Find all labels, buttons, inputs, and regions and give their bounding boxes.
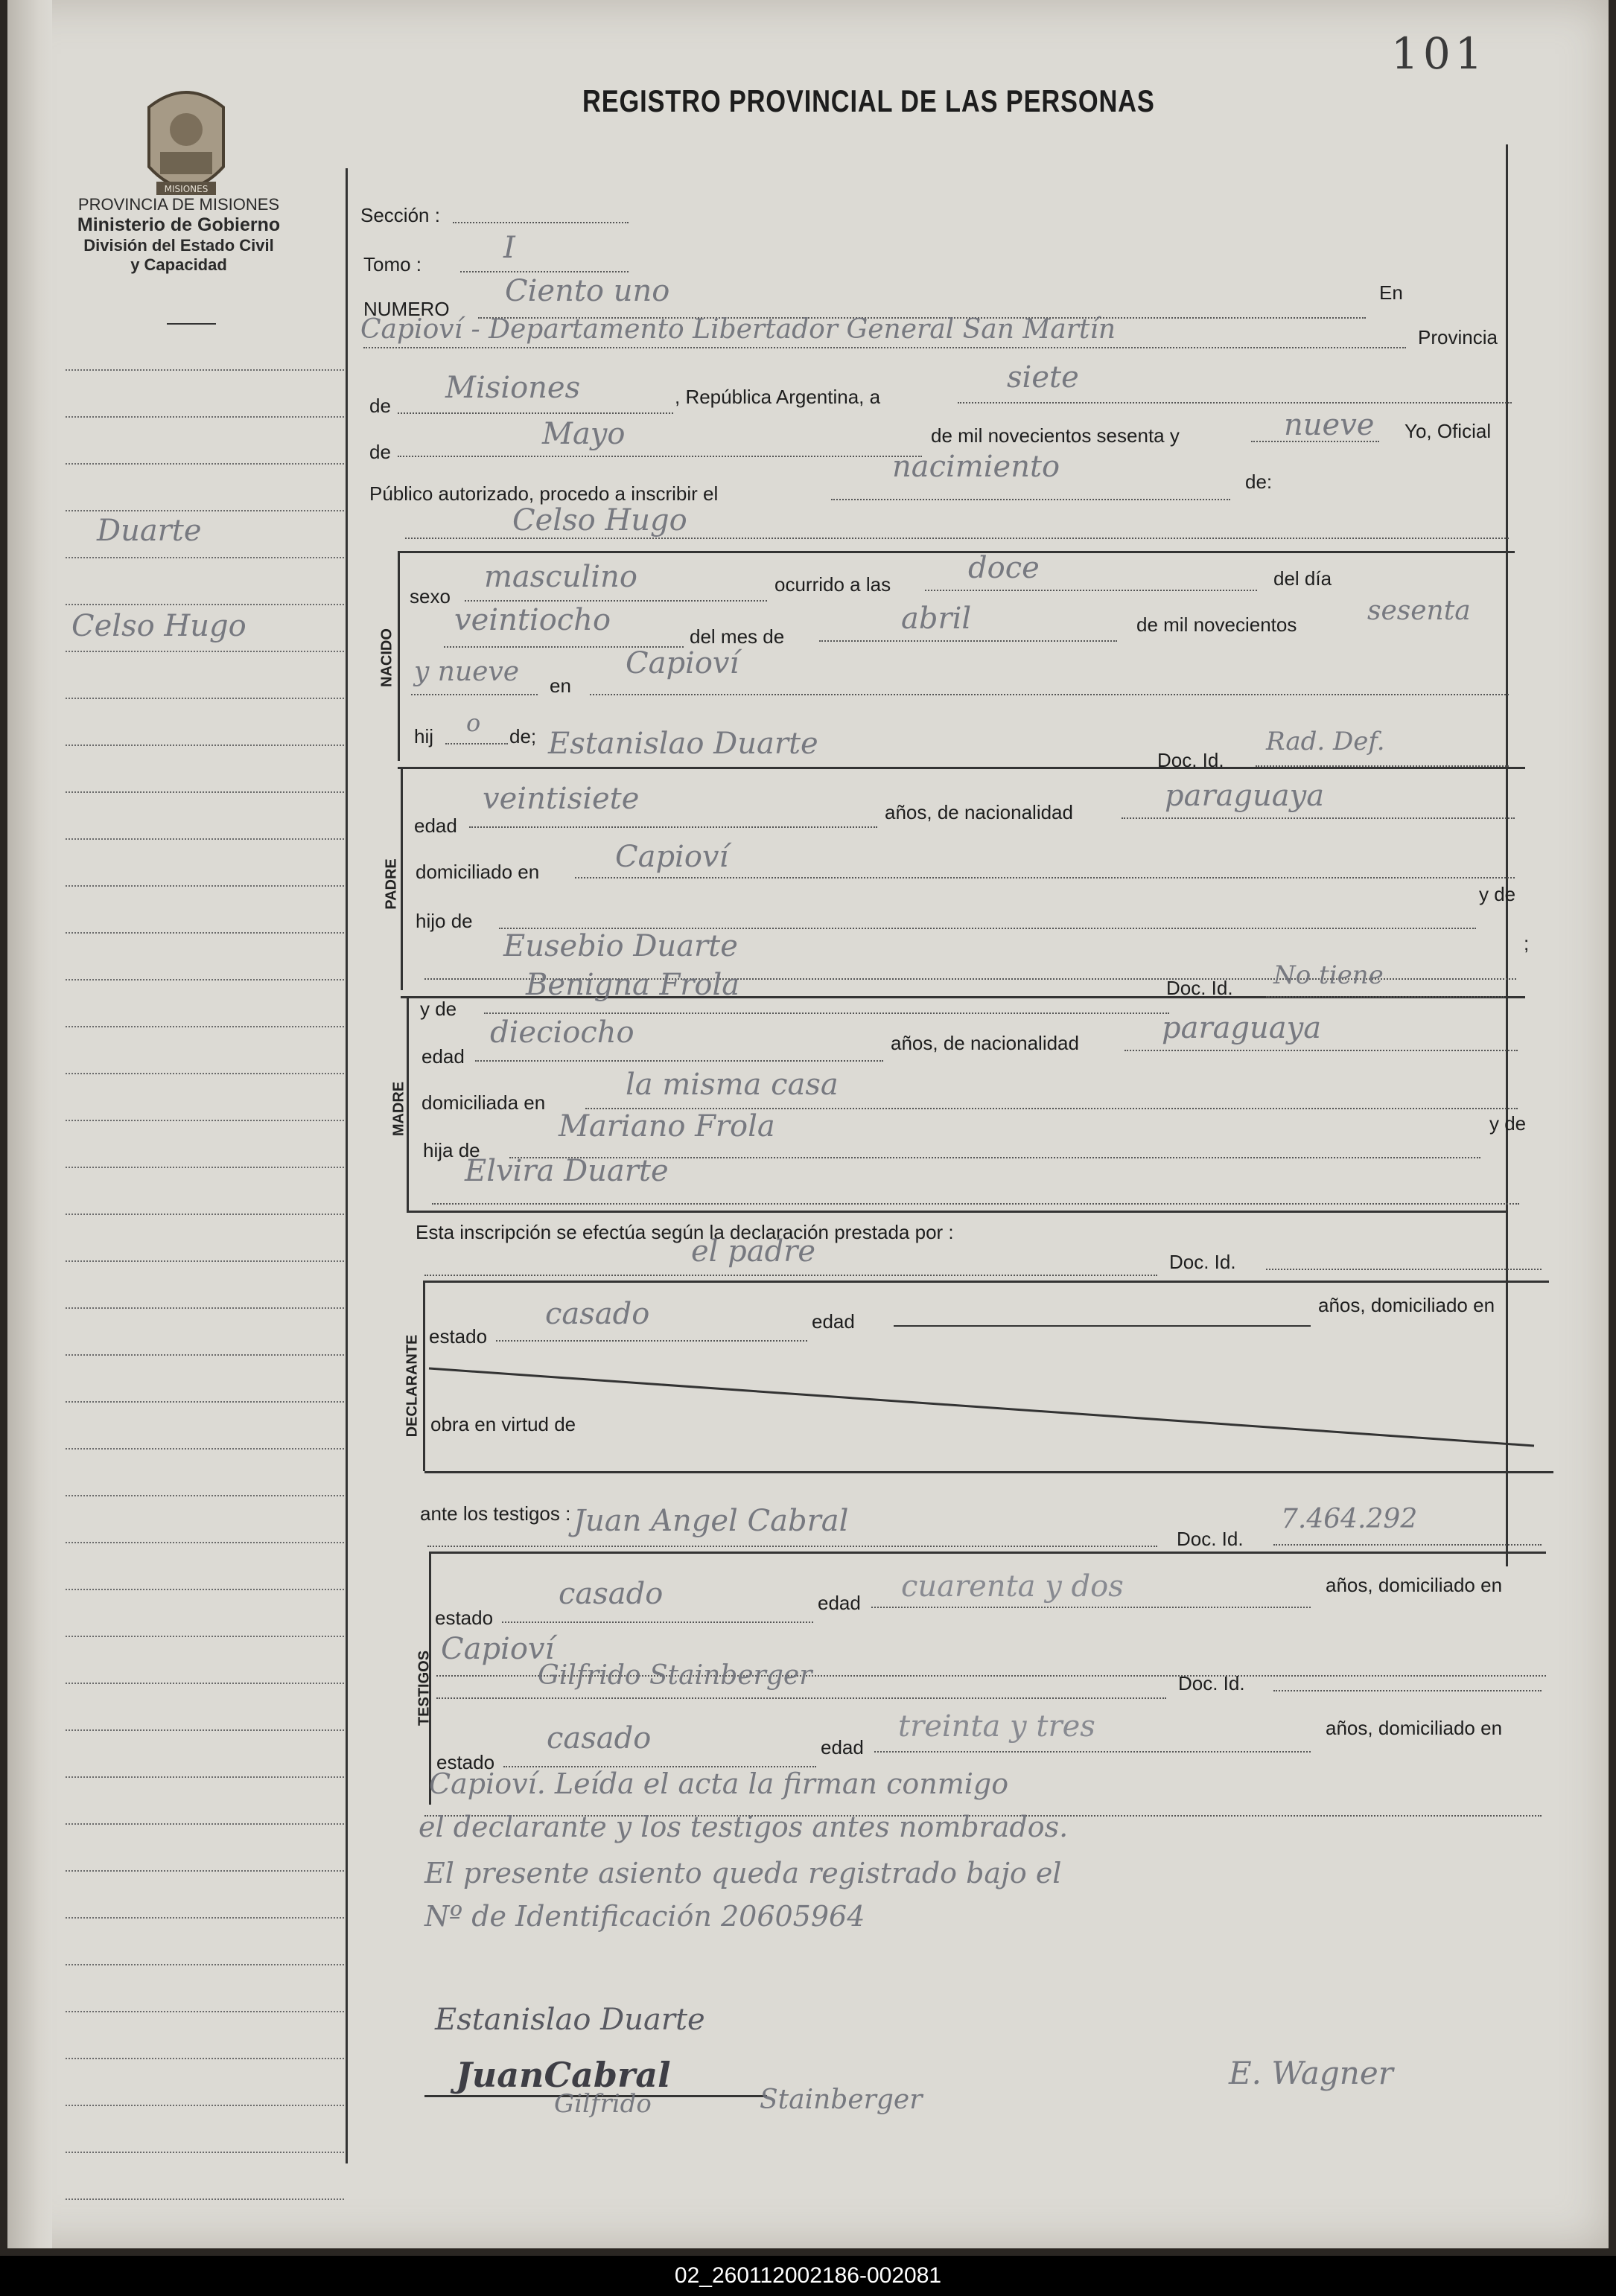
margin-line (66, 1026, 344, 1027)
note-line2: el declarante y los testigos antes nombrados. (419, 1811, 1069, 1843)
hora-label: ocurrido a las (774, 573, 891, 596)
republica-label: , República Argentina, a (675, 386, 881, 408)
declarante-estado-field (496, 1340, 807, 1342)
hora-field (925, 590, 1257, 591)
padre-semicolon: ; (1524, 932, 1530, 954)
sexo-field (465, 600, 767, 602)
margin-line (66, 1823, 344, 1825)
province-field (398, 412, 673, 414)
margin-line (66, 604, 344, 605)
nacido-section-label: NACIDO (378, 628, 395, 687)
nacido-top-line (398, 551, 1515, 553)
mes-field (819, 640, 1117, 642)
seal-text: MISIONES (164, 184, 209, 194)
t1-edad-label: edad (818, 1592, 861, 1614)
margin-line (66, 1307, 344, 1309)
seccion-label: Sección : (360, 204, 440, 226)
madre-yde2-label: y de (1489, 1112, 1527, 1135)
document-title: REGISTRO PROVINCIAL DE LAS PERSONAS (582, 83, 1155, 118)
document-page (7, 0, 1609, 2248)
de2-label: de (369, 441, 391, 463)
t1-name-value: Juan Angel Cabral (573, 1504, 849, 1538)
madre-dom-value: la misma casa (626, 1068, 839, 1102)
margin-line (66, 463, 344, 465)
declarante-cancel-line (424, 1362, 1542, 1452)
declarante-obra-label: obra en virtud de (430, 1413, 576, 1435)
act-value: nacimiento (892, 450, 1060, 484)
declarante-edad-line (894, 1325, 1311, 1327)
margin-line (66, 979, 344, 980)
declarante-edad-label: edad (812, 1310, 855, 1333)
margin-line (66, 1167, 344, 1168)
margin-line (66, 1214, 344, 1215)
sexo-value: masculino (484, 560, 637, 594)
declarante-dom-label: años, domiciliado en (1318, 1294, 1495, 1316)
month-value: Mayo (542, 417, 626, 451)
hij-label: hij (414, 725, 434, 747)
tomo-label: Tomo : (363, 253, 422, 275)
padre-edad-value: veintisiete (483, 782, 640, 816)
main-right-rule (1506, 144, 1508, 1566)
padre-doc-label: Doc. Id. (1157, 749, 1224, 771)
t1-estado-label: estado (435, 1607, 494, 1629)
en-label: En (1379, 281, 1403, 304)
margin-line (66, 885, 344, 887)
nacido-en-label: en (550, 675, 571, 697)
footer-id: 02_260112002186-002081 (0, 2256, 1616, 2296)
declaracion-intro: Esta inscripción se efectúa según la declaración prestada por : (416, 1221, 954, 1243)
sexo-label: sexo (410, 585, 451, 608)
declarante-top-line (424, 1281, 1549, 1283)
madre-edad-value: dieciocho (490, 1015, 634, 1050)
hora-value: doce (968, 551, 1040, 585)
anio-label: de mil novecientos (1136, 613, 1297, 636)
declarante-estado-value: casado (545, 1297, 650, 1331)
provincia-label: Provincia (1418, 326, 1498, 348)
t1-doc-field (1273, 1544, 1542, 1546)
margin-line (66, 651, 344, 652)
margin-line (66, 1401, 344, 1403)
margin-line (66, 416, 344, 418)
margin-line (66, 1073, 344, 1074)
declarante-section-label: DECLARANTE (404, 1334, 421, 1438)
hij-de-label: de; (509, 725, 537, 747)
margin-line (66, 1964, 344, 1965)
margin-line (66, 1495, 344, 1496)
tomo-field (460, 271, 629, 272)
madre-hija-label: hija de (423, 1139, 480, 1161)
anio-value1: sesenta (1367, 596, 1471, 626)
margin-line (66, 1636, 344, 1637)
binding-edge (7, 0, 52, 2248)
nacido-rule (398, 551, 400, 761)
madre-parent1-value: Mariano Frola (559, 1109, 775, 1144)
year-value: nueve (1284, 408, 1375, 442)
madre-bottom-line (407, 1211, 1506, 1213)
page-number: 101 (1391, 28, 1487, 79)
t1-edad-field (871, 1607, 1311, 1608)
margin-line (66, 744, 344, 746)
day-value: siete (1007, 360, 1079, 395)
oficial-label: Yo, Oficial (1405, 420, 1492, 442)
madre-name-value: Benigna Frola (526, 968, 740, 1002)
margin-line (66, 510, 344, 511)
signature-declarante: Estanislao Duarte (435, 2003, 705, 2037)
t2-name-value: Gilfrido Stainberger (538, 1660, 812, 1691)
t1-edad-value: cuarenta y dos (901, 1569, 1124, 1604)
padre-section-label: PADRE (383, 858, 400, 910)
margin-line (66, 1776, 344, 1778)
nacido-en-field (590, 694, 1509, 695)
signature-witness1: JuanCabral (456, 2055, 671, 2095)
madre-name-field (484, 1013, 1169, 1014)
nacido-name-field (405, 538, 1509, 539)
tomo-value: I (503, 231, 515, 265)
madre-nac-label: años, de nacionalidad (891, 1032, 1079, 1054)
padre-yde-label: y de (1479, 883, 1516, 905)
anio-field2 (411, 694, 538, 695)
padre-doc-value: Rad. Def. (1266, 727, 1385, 756)
t1-doc-value: 7.464.292 (1281, 1504, 1418, 1534)
margin-line (66, 369, 344, 371)
margin-line (66, 1917, 344, 1919)
hij-value: o (466, 709, 481, 737)
padre-nac-field (1122, 817, 1515, 819)
declarante-bottom-line (424, 1471, 1553, 1473)
margin-line (66, 838, 344, 840)
margin-line (66, 1729, 344, 1731)
padre-nac-value: paraguaya (1165, 779, 1325, 813)
seccion-field (453, 222, 629, 223)
province-value: Misiones (445, 371, 581, 405)
t2-edad-field (874, 1751, 1311, 1753)
padre-name-value: Estanislao Duarte (548, 727, 818, 761)
numero-label: NUMERO (363, 298, 450, 320)
margin-line (66, 2105, 344, 2106)
t2-edad-value: treinta y tres (898, 1709, 1095, 1744)
org-line1: PROVINCIA DE MISIONES (77, 195, 280, 214)
madre-nac-field (1124, 1050, 1518, 1051)
signature-witness2b: Stainberger (760, 2085, 923, 2115)
testigos-top-line (429, 1552, 1546, 1554)
madre-nac-value: paraguaya (1162, 1011, 1322, 1045)
nacido-en-value: Capioví (626, 646, 739, 680)
declarante-value: el padre (691, 1234, 816, 1269)
act-field (831, 499, 1230, 500)
dia-label: del día (1273, 567, 1332, 590)
declaracion-doc-label: Doc. Id. (1169, 1251, 1236, 1273)
madre-edad-field (475, 1060, 883, 1062)
margin-line (66, 2152, 344, 2153)
madre-parent2-field (432, 1203, 1519, 1205)
margin-line (66, 1260, 344, 1262)
declaracion-doc-field (1266, 1269, 1542, 1270)
provincial-seal-icon (141, 77, 231, 211)
t1-dom-label: años, domiciliado en (1326, 1574, 1503, 1596)
testigos-intro: ante los testigos : (420, 1502, 571, 1525)
margin-line (66, 2011, 344, 2012)
mes-value: abril (901, 602, 972, 636)
t1-dom-value: Capioví (441, 1632, 555, 1666)
madre-doc-label: Doc. Id. (1166, 977, 1233, 999)
dia-value: veintiocho (454, 603, 611, 637)
margin-line (66, 1448, 344, 1450)
padre-top-line (398, 767, 1525, 769)
padre-doc-field (1256, 765, 1509, 767)
t1-name-field (427, 1546, 1157, 1547)
t1-estado-field (502, 1621, 813, 1623)
signature-officer: E. Wagner (1229, 2055, 1393, 2091)
org-line3: División del Estado Civil (83, 236, 274, 255)
margin-line (66, 932, 344, 934)
t2-name-field (436, 1697, 1166, 1699)
margin-given-name: Celso Hugo (71, 609, 246, 643)
t2-dom-label: años, domiciliado en (1326, 1717, 1503, 1739)
margin-line (66, 1683, 344, 1684)
padre-edad-field (469, 826, 877, 828)
t1-estado-value: casado (559, 1577, 664, 1611)
t2-estado-label: estado (436, 1751, 495, 1773)
t2-doc-label: Doc. Id. (1178, 1672, 1245, 1694)
madre-yde-label: y de (420, 998, 457, 1020)
org-line2: Ministerio de Gobierno (77, 214, 281, 235)
margin-line (66, 557, 344, 558)
de3-label: de: (1245, 471, 1273, 493)
year-label: de mil novecientos sesenta y (931, 424, 1180, 447)
margin-line (66, 791, 344, 793)
t1-doc-label: Doc. Id. (1177, 1528, 1244, 1550)
place-field (363, 347, 1406, 348)
hij-field (445, 743, 508, 744)
month-field (398, 456, 922, 457)
padre-parent-value: Eusebio Duarte (503, 929, 738, 963)
publico-label: Público autorizado, procedo a inscribir el (369, 482, 719, 505)
t2-doc-field (1273, 1690, 1542, 1691)
margin-surname: Duarte (97, 514, 202, 548)
de-label: de (369, 395, 391, 417)
org-line4: y Capacidad (130, 255, 227, 274)
margin-line (66, 2198, 344, 2200)
madre-section-label: MADRE (390, 1081, 407, 1137)
madre-parent2-value: Elvira Duarte (465, 1154, 669, 1188)
testigos-section-label: TESTIGOS (416, 1650, 433, 1726)
place-value: Capioví - Departamento Libertador General San Martín (360, 314, 1116, 345)
signature-witness2a: Gilfrido (554, 2089, 652, 2119)
margin-line (66, 1120, 344, 1121)
main-left-rule (346, 168, 348, 2163)
declarante-estado-label: estado (429, 1325, 488, 1348)
margin-line (66, 1354, 344, 1356)
margin-line (66, 2058, 344, 2059)
org-divider (167, 323, 216, 325)
padre-nac-label: años, de nacionalidad (885, 801, 1073, 823)
padre-dom-value: Capioví (615, 840, 729, 874)
padre-hijo-label: hijo de (416, 910, 473, 932)
madre-doc-field (1266, 996, 1504, 998)
margin-line (66, 1589, 344, 1590)
padre-dom-label: domiciliado en (416, 861, 540, 883)
padre-rule (401, 767, 403, 990)
anio-value2: y nueve (414, 657, 520, 687)
day-field (958, 402, 1512, 404)
padre-edad-label: edad (414, 814, 457, 837)
padre-dom-field (575, 877, 1515, 878)
margin-line (66, 1542, 344, 1543)
org-block (37, 195, 320, 275)
note-line4: Nº de Identificación 20605964 (424, 1900, 865, 1933)
t2-edad-label: edad (821, 1736, 864, 1758)
nacido-name-value: Celso Hugo (512, 503, 687, 538)
madre-dom-label: domiciliada en (422, 1091, 546, 1114)
numero-value: Ciento uno (505, 274, 670, 308)
declarante-field (424, 1275, 1157, 1276)
margin-line (66, 698, 344, 699)
madre-edad-label: edad (422, 1045, 465, 1068)
margin-line (66, 1870, 344, 1872)
t2-estado-value: casado (547, 1721, 652, 1756)
t2-dom-note: Capioví. Leída el acta la firman conmigo (429, 1767, 1009, 1800)
mes-label: del mes de (690, 625, 785, 648)
madre-doc-value: No tiene (1273, 960, 1384, 990)
note-line3: El presente asiento queda registrado bajo el (424, 1857, 1062, 1890)
